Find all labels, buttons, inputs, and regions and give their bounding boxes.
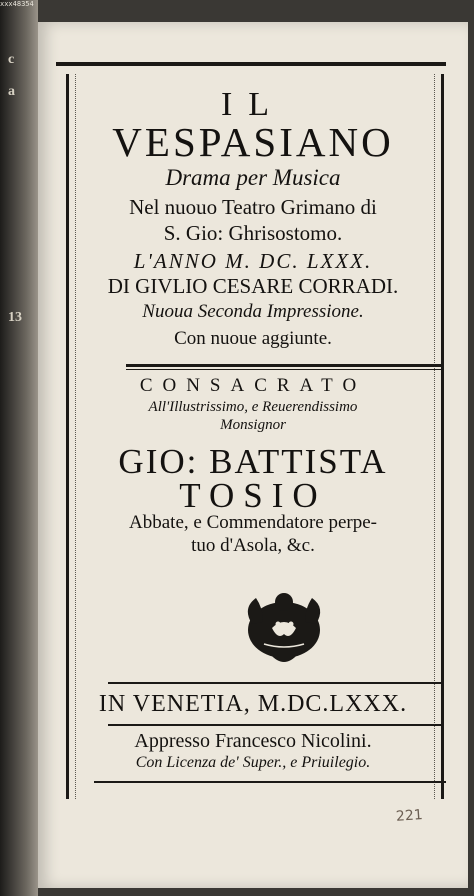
dedicatee-name-2: TOSIO <box>179 476 327 515</box>
imprint-rule-top <box>108 682 444 684</box>
printer-line: Appresso Francesco Nicolini. <box>134 730 372 752</box>
venue-line-1: Nel nuouo Teatro Grimano di <box>129 195 377 219</box>
dedication-line-2: Monsignor <box>220 417 286 433</box>
imprint-rule-bottom <box>94 781 446 783</box>
additions-line: Con nuoue aggiunte. <box>174 328 332 349</box>
venue-line-2: S. Gio: Ghrisostomo. <box>163 221 343 245</box>
dedication-line-1: All'Illustrissimo, e Reuerendissimo <box>148 399 358 415</box>
catalog-stamp: xxx48354 <box>0 0 34 8</box>
dedicatee-title-1: Abbate, e Commendatore perpe- <box>129 512 377 533</box>
book-subtitle: Drama per Musica <box>165 165 341 190</box>
publication-year: L'ANNO M. DC. LXXX. <box>133 249 373 273</box>
spine-mark-top: c <box>8 52 15 67</box>
book-title: VESPASIANO <box>112 119 394 165</box>
imprint-rule-mid <box>108 724 444 726</box>
dedication-heading: CONSACRATO <box>139 375 367 396</box>
imprint-city-date: IN VENETIA, M.DC.LXXX. <box>98 691 408 717</box>
printers-device-icon <box>234 584 334 670</box>
dedicatee-title-2: tuo d'Asola, &c. <box>191 535 315 556</box>
edition-line: Nuoua Seconda Impressione. <box>142 301 364 322</box>
section-rule <box>126 364 442 367</box>
author-line: DI GIVLIO CESARE CORRADI. <box>107 274 399 298</box>
handwritten-shelfmark: 221 <box>395 807 424 825</box>
licence-line: Con Licenza de' Super., e Priuilegio. <box>135 754 371 771</box>
title-page-text <box>38 0 468 896</box>
spine-mark-low: 13 <box>8 310 22 325</box>
book-spine <box>0 0 38 896</box>
section-rule-thin <box>126 369 442 370</box>
title-article: IL <box>220 86 286 123</box>
dedicatee-name-1: GIO: BATTISTA <box>118 442 388 481</box>
spine-mark-mid: a <box>8 84 15 99</box>
